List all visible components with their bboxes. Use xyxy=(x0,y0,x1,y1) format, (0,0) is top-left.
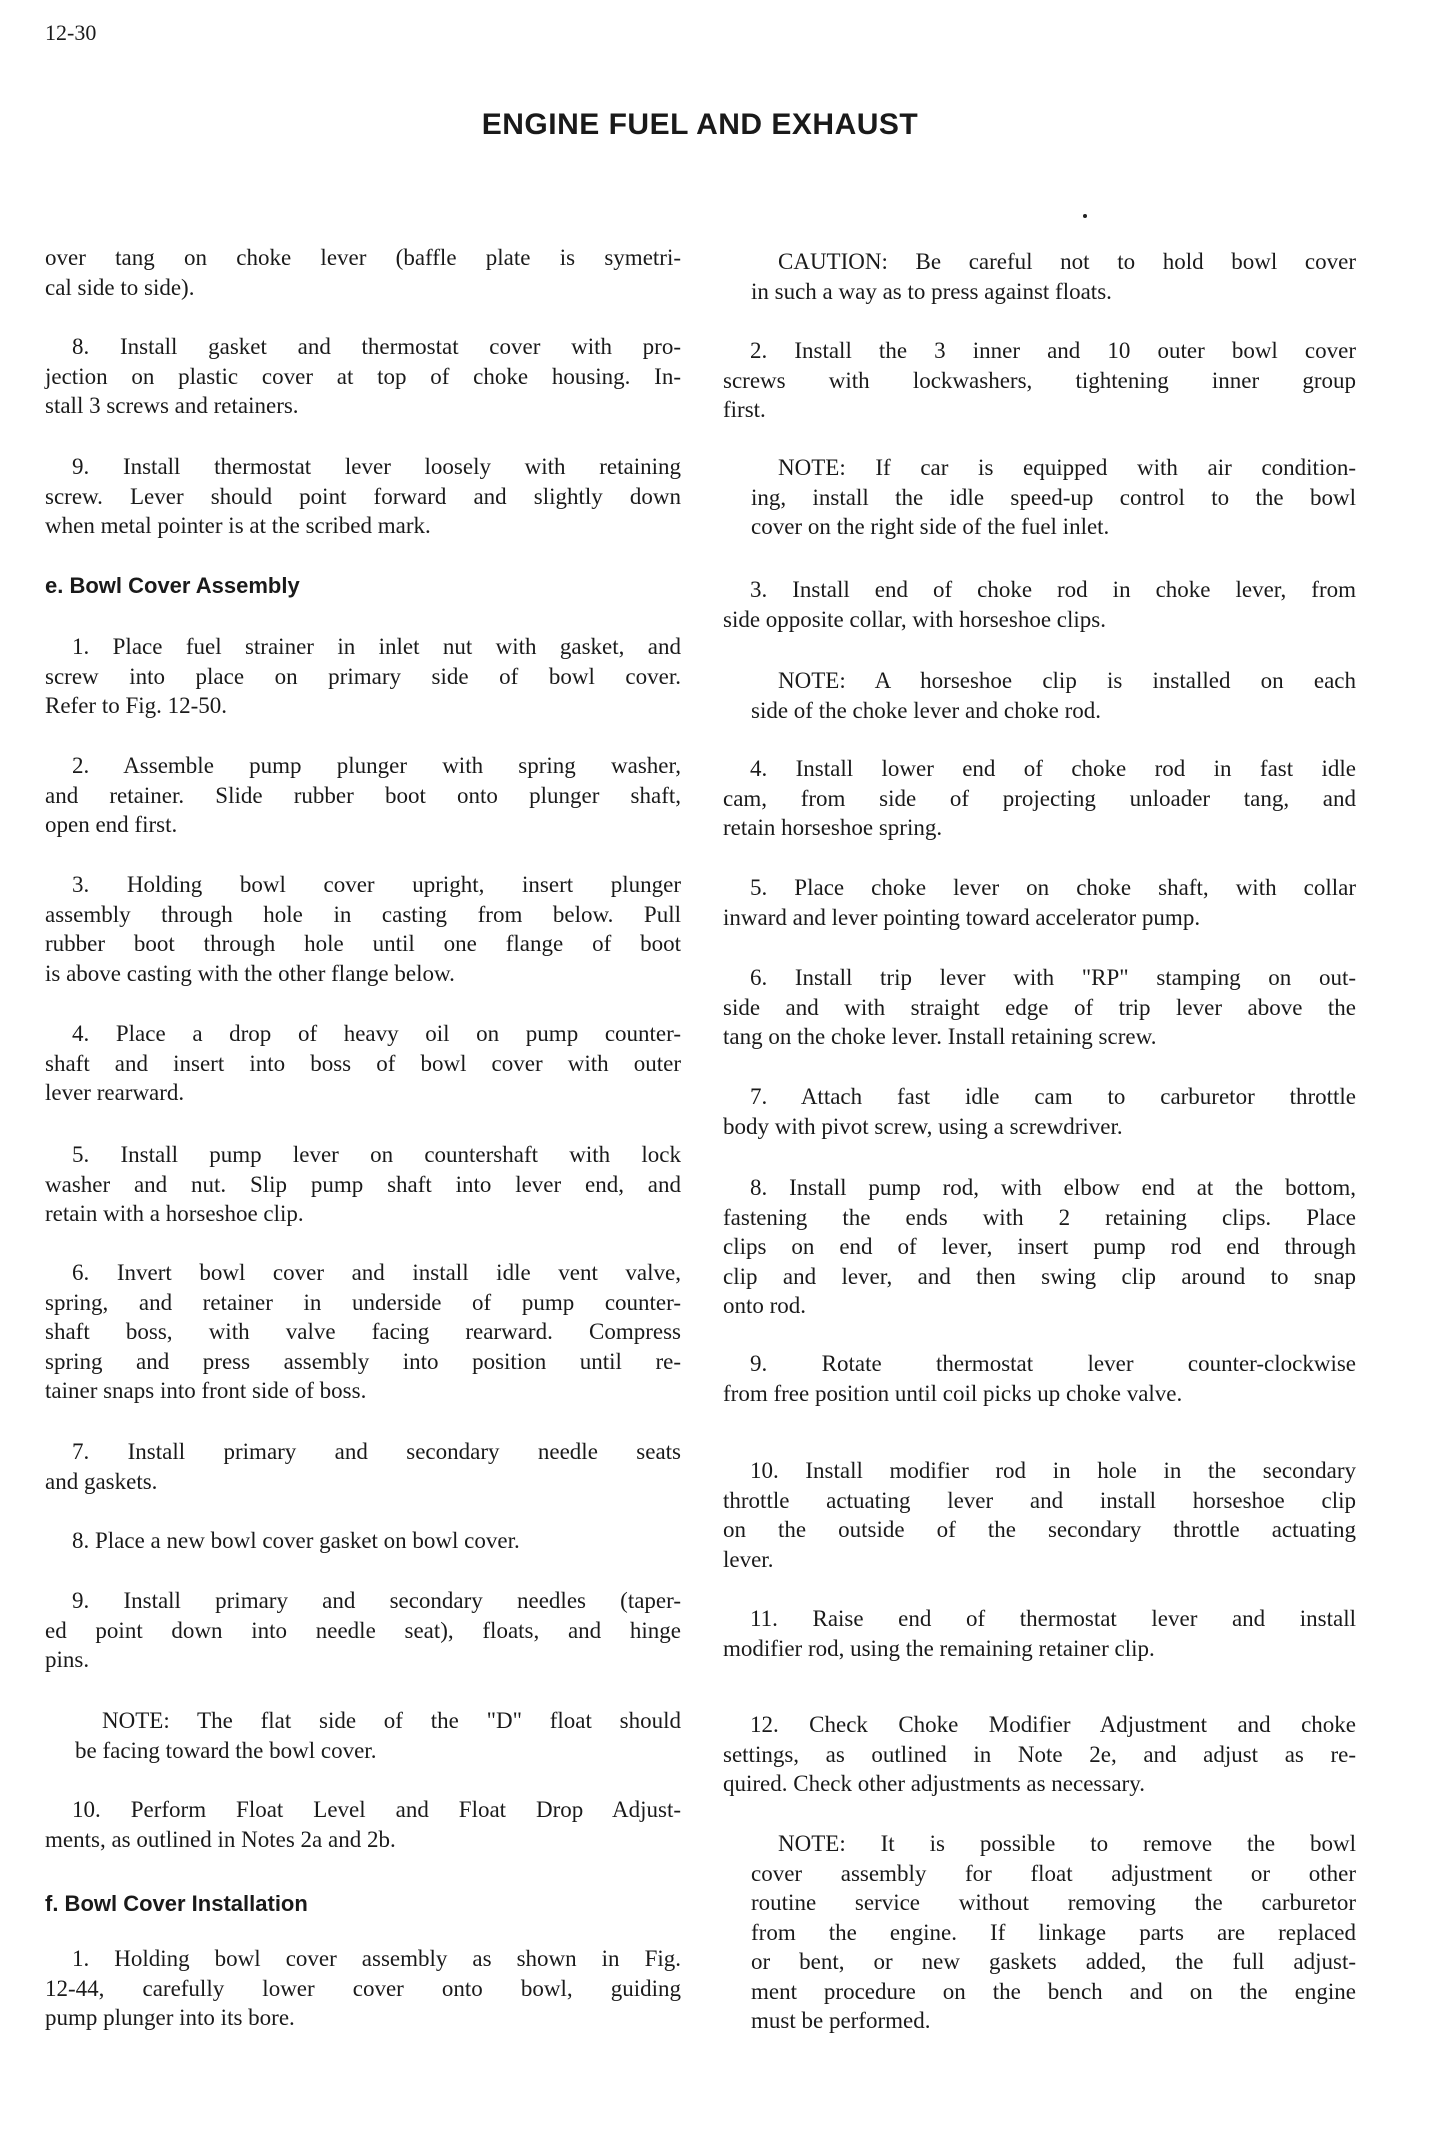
text-line: cal side to side). xyxy=(45,274,195,300)
text-line: retain with a horseshoe clip. xyxy=(45,1201,304,1226)
text-line: ed point down into needle seat), floats, and hinge xyxy=(45,1617,681,1643)
text-line: e. Bowl Cover Assembly xyxy=(45,573,300,598)
text-line: side and with straight edge of trip lever above the xyxy=(723,994,1356,1020)
text-line: 2. Assemble pump plunger with spring washer, xyxy=(72,753,681,778)
text-line: ments, as outlined in Notes 2a and 2b. xyxy=(45,1826,396,1852)
text-line: 8. Install pump rod, with elbow end at the bottom, xyxy=(750,1175,1356,1200)
text-line: NOTE: A horseshoe clip is installed on each xyxy=(778,668,1356,693)
paragraph xyxy=(45,452,681,541)
text-line: 9. Install thermostat lever loosely with retaining xyxy=(72,454,681,479)
paragraph xyxy=(45,870,681,988)
text-line: body with pivot screw, using a screwdriver. xyxy=(723,1113,1123,1139)
text-line: CAUTION: Be careful not to hold bowl cover xyxy=(778,249,1356,274)
paragraph xyxy=(45,1795,681,1854)
text-line: on the outside of the secondary throttle actuating xyxy=(723,1517,1356,1542)
text-line: Refer to Fig. 12-50. xyxy=(45,693,228,718)
text-line: spring and press assembly into position until re- xyxy=(45,1348,681,1374)
text-line: tang on the choke lever. Install retaining screw. xyxy=(723,1024,1157,1049)
text-line: 9. Rotate thermostat lever counter-clockwise xyxy=(750,1351,1356,1376)
paragraph xyxy=(723,1710,1356,1799)
text-line: stall 3 screws and retainers. xyxy=(45,393,299,418)
text-line: spring, and retainer in underside of pump counter- xyxy=(45,1289,681,1315)
text-line: 2. Install the 3 inner and 10 outer bowl cover xyxy=(750,338,1356,363)
text-line: assembly through hole in casting from below. Pull xyxy=(45,901,681,927)
text-line: f. Bowl Cover Installation xyxy=(45,1891,308,1916)
text-line: 11. Raise end of thermostat lever and install xyxy=(750,1606,1356,1631)
note-paragraph xyxy=(75,1706,681,1765)
text-line: pump plunger into its bore. xyxy=(45,2005,295,2030)
page-title: ENGINE FUEL AND EXHAUST xyxy=(481,108,919,141)
paragraph xyxy=(45,1140,681,1229)
text-line: NOTE: The flat side of the "D" float should xyxy=(102,1708,681,1733)
paragraph xyxy=(723,575,1356,634)
text-line: 6. Invert bowl cover and install idle vent valve, xyxy=(72,1260,681,1285)
text-line: routine service without removing the carburetor xyxy=(751,1890,1356,1915)
paragraph xyxy=(45,1586,681,1675)
text-line: 5. Place choke lever on choke shaft, with collar xyxy=(750,875,1356,900)
text-line: rubber boot through hole until one flange of boot xyxy=(45,931,681,956)
text-line: retain horseshoe spring. xyxy=(723,815,943,840)
text-line: and gaskets. xyxy=(45,1468,158,1494)
paragraph xyxy=(723,963,1356,1052)
paragraph xyxy=(45,1437,681,1496)
text-line: 12-44, carefully lower cover onto bowl, guiding xyxy=(45,1975,681,2001)
text-line: screw into place on primary side of bowl cover. xyxy=(45,663,681,689)
text-line: cover assembly for float adjustment or other xyxy=(751,1860,1356,1886)
paragraph xyxy=(723,1349,1356,1408)
text-line: clip and lever, and then swing clip around to snap xyxy=(723,1263,1356,1289)
paragraph xyxy=(45,243,681,302)
text-line: NOTE: It is possible to remove the bowl xyxy=(778,1831,1356,1856)
text-line: 4. Place a drop of heavy oil on pump counter- xyxy=(72,1021,681,1046)
text-line: NOTE: If car is equipped with air condition- xyxy=(778,455,1356,480)
text-line: lever. xyxy=(723,1546,774,1572)
paragraph xyxy=(45,632,681,721)
paragraph xyxy=(45,1944,681,2033)
text-line: 7. Install primary and secondary needle seats xyxy=(72,1439,681,1464)
paragraph xyxy=(723,1082,1356,1141)
text-line: 3. Install end of choke rod in choke lever, from xyxy=(750,577,1356,602)
text-line: settings, as outlined in Note 2e, and adjust as re- xyxy=(723,1741,1356,1767)
text-line: and retainer. Slide rubber boot onto plunger shaft, xyxy=(45,782,681,808)
text-line: 5. Install pump lever on countershaft with lock xyxy=(72,1142,681,1167)
paragraph xyxy=(723,873,1356,932)
text-line: 3. Holding bowl cover upright, insert plunger xyxy=(72,872,681,897)
note-paragraph xyxy=(751,247,1356,306)
text-line: inward and lever pointing toward accelerator pump. xyxy=(723,904,1201,930)
text-line: 4. Install lower end of choke rod in fast idle xyxy=(750,756,1356,781)
text-line: cover on the right side of the fuel inlet. xyxy=(751,514,1110,539)
text-line: open end first. xyxy=(45,812,178,837)
text-line: is above casting with the other flange below. xyxy=(45,960,455,986)
text-line: throttle actuating lever and install horseshoe clip xyxy=(723,1487,1356,1513)
text-line: lever rearward. xyxy=(45,1080,185,1105)
text-line: ing, install the idle speed-up control to the bowl xyxy=(751,484,1356,510)
text-line: onto rod. xyxy=(723,1293,807,1318)
text-line: 8. Install gasket and thermostat cover with pro- xyxy=(72,334,681,359)
paragraph xyxy=(723,1173,1356,1321)
text-line: 1. Place fuel strainer in inlet nut with gasket, and xyxy=(72,634,681,659)
text-line: pins. xyxy=(45,1647,90,1672)
text-line: 12. Check Choke Modifier Adjustment and choke xyxy=(750,1712,1356,1737)
text-line: 7. Attach fast idle cam to carburetor throttle xyxy=(750,1084,1356,1109)
paragraph xyxy=(723,1456,1356,1574)
note-paragraph xyxy=(751,453,1356,542)
text-line: 9. Install primary and secondary needles (taper- xyxy=(72,1588,681,1613)
text-line: shaft and insert into boss of bowl cover with outer xyxy=(45,1050,681,1076)
text-line: 10. Install modifier rod in hole in the secondary xyxy=(750,1458,1356,1483)
text-line: clips on end of lever, insert pump rod end through xyxy=(723,1234,1356,1259)
text-line: tainer snaps into front side of boss. xyxy=(45,1378,367,1403)
text-line: screws with lockwashers, tightening inner group xyxy=(723,367,1356,393)
text-line: 1. Holding bowl cover assembly as shown in Fig. xyxy=(72,1946,681,1971)
text-line: from free position until coil picks up choke valve. xyxy=(723,1380,1183,1406)
paragraph xyxy=(723,1604,1356,1663)
paragraph xyxy=(45,751,681,840)
text-line: screw. Lever should point forward and slightly down xyxy=(45,483,681,509)
text-line: jection on plastic cover at top of choke housing. In- xyxy=(45,363,681,389)
text-line: 10. Perform Float Level and Float Drop Adjust- xyxy=(72,1797,681,1822)
text-line: when metal pointer is at the scribed mark. xyxy=(45,513,431,538)
text-line: modifier rod, using the remaining retainer clip. xyxy=(723,1635,1155,1661)
text-line: in such a way as to press against floats. xyxy=(751,278,1112,304)
text-line: ment procedure on the bench and on the engine xyxy=(751,1978,1356,2004)
text-line: or bent, or new gaskets added, the full adjust- xyxy=(751,1949,1356,1974)
text-line: side of the choke lever and choke rod. xyxy=(751,697,1101,723)
paragraph xyxy=(723,754,1356,843)
text-line: over tang on choke lever (baffle plate is symetri- xyxy=(45,245,681,270)
paragraph xyxy=(45,1019,681,1108)
section-heading xyxy=(45,1889,681,1919)
text-line: shaft boss, with valve facing rearward. Compress xyxy=(45,1319,681,1344)
note-paragraph xyxy=(751,666,1356,725)
paragraph xyxy=(45,1258,681,1406)
text-line: must be performed. xyxy=(751,2008,931,2033)
text-line: side opposite collar, with horseshoe clips. xyxy=(723,606,1106,632)
note-paragraph xyxy=(751,1829,1356,2036)
text-line: fastening the ends with 2 retaining clips. Place xyxy=(723,1204,1356,1230)
page-number: 12-30 xyxy=(45,20,97,45)
text-line: quired. Check other adjustments as necessary. xyxy=(723,1771,1145,1796)
paragraph xyxy=(45,1526,681,1556)
paragraph xyxy=(723,336,1356,425)
text-line: cam, from side of projecting unloader tang, and xyxy=(723,785,1356,811)
text-line: first. xyxy=(723,397,766,422)
text-line: be facing toward the bowl cover. xyxy=(75,1737,377,1763)
text-line: washer and nut. Slip pump shaft into lever end, and xyxy=(45,1171,681,1197)
paragraph xyxy=(45,332,681,421)
print-speck xyxy=(1083,214,1087,218)
section-heading xyxy=(45,571,681,601)
text-line: from the engine. If linkage parts are replaced xyxy=(751,1919,1356,1945)
text-line: 6. Install trip lever with "RP" stamping on out- xyxy=(750,965,1356,990)
text-line: 8. Place a new bowl cover gasket on bowl cover. xyxy=(72,1528,520,1553)
